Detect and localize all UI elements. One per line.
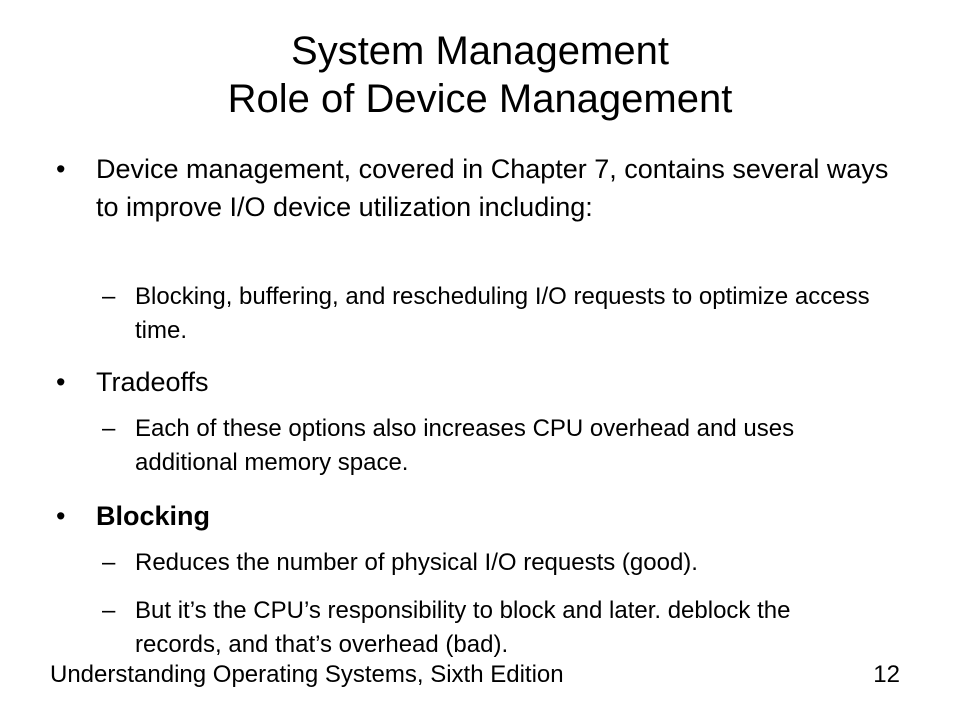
sub-bullet-item-cpu-overhead <box>102 412 875 480</box>
sub-bullet-text: But it’s the CPU’s responsibility to block and later. deblock the records, and that’s overhead (bad). <box>135 597 791 658</box>
sub-bullet-item-blocking-buffering <box>102 280 875 348</box>
sub-bullet-item-cpu-responsibility <box>102 594 875 662</box>
bullet-text: Tradeoffs <box>96 367 209 397</box>
bullet-text: Device management, covered in Chapter 7, contains several ways to improve I/O device utilization including: <box>96 154 889 222</box>
slide-title-line-2: Role of Device Management <box>227 77 733 121</box>
sub-bullet-text: Reduces the number of physical I/O requests (good). <box>135 549 698 576</box>
dash-marker: – <box>102 283 116 310</box>
sub-bullet-text: Blocking, buffering, and rescheduling I/O requests to optimize access time. <box>135 283 870 344</box>
page-number: 12 <box>873 661 900 688</box>
bullet-item-blocking <box>56 497 896 535</box>
bullet-marker: • <box>56 154 66 184</box>
sub-bullet-text: Each of these options also increases CPU overhead and uses additional memory space. <box>135 415 795 476</box>
footer-book-title: Understanding Operating Systems, Sixth Edition <box>50 661 564 688</box>
bullet-text: Blocking <box>96 501 211 531</box>
bullet-item-tradeoffs <box>56 363 896 401</box>
bullet-item-device-management <box>56 150 896 226</box>
dash-marker: – <box>102 415 116 442</box>
dash-marker: – <box>102 549 116 576</box>
dash-marker: – <box>102 597 116 624</box>
bullet-marker: • <box>56 367 66 397</box>
sub-bullet-item-reduces-requests <box>102 546 875 580</box>
slide-title-line-1: System Management <box>291 29 669 73</box>
bullet-marker: • <box>56 501 66 531</box>
